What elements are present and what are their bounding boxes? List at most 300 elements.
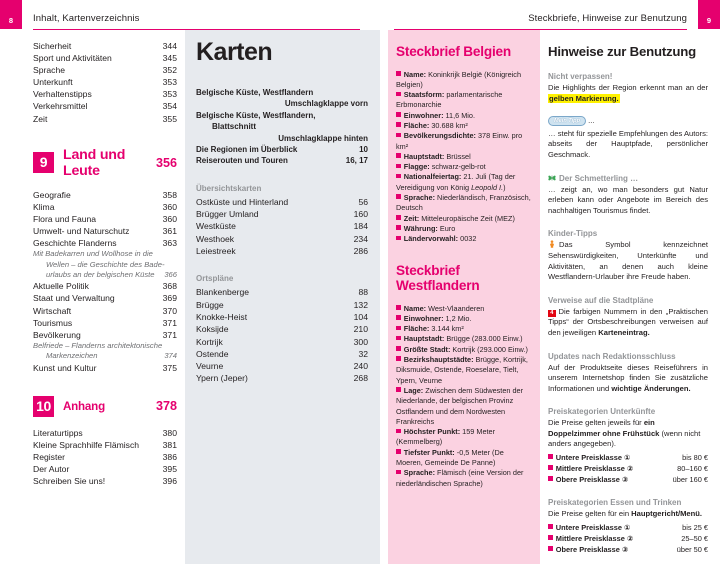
toc-entry-page: 374	[164, 351, 177, 361]
toc-entry-page: 355	[162, 113, 177, 124]
karten-item-page: 104	[353, 311, 368, 322]
steckbrief-item	[396, 314, 532, 324]
price-category-row	[548, 463, 708, 474]
toc-entry-title: Flora und Fauna	[33, 213, 97, 224]
steckbrief-westflandern-heading	[396, 263, 532, 294]
steckbrief-item	[396, 121, 532, 131]
toc-entry-page: 386	[162, 451, 177, 462]
intro-emphasis: ein Doppelzimmer ohne Frühstück	[548, 418, 660, 438]
running-head-left: Inhalt, Kartenverzeichnis	[33, 13, 140, 24]
toc-entry-page: 375	[162, 362, 177, 373]
steckbrief-belgien-heading: Steckbrief Belgien	[396, 44, 512, 59]
toc-feature-entry[interactable]	[33, 341, 177, 362]
toc-entry[interactable]	[33, 451, 177, 463]
toc-entry-page: 353	[162, 89, 177, 100]
price-category-value: über 160 €	[672, 475, 708, 485]
toc-entry[interactable]	[33, 40, 177, 52]
paragraph-emphasis: Karteneintrag.	[598, 327, 650, 337]
karten-sections	[196, 183, 368, 385]
toc-chapter-entries	[33, 189, 177, 374]
toc-italic-line	[33, 341, 177, 351]
karten-item-page: 32	[358, 348, 368, 359]
karten-item-page: 210	[353, 324, 368, 335]
karten-section-label: Ortspläne	[196, 274, 234, 284]
bullet-square-icon	[396, 346, 401, 351]
toc-italic-text: Mit Badekarren und Wollhose in die	[33, 249, 153, 259]
karten-item-page: 88	[358, 287, 368, 298]
steckbrief-item-label: Hauptstadt:	[403, 334, 445, 344]
steckbrief-item-value: Kortrijk (293.000 Einw.)	[450, 344, 528, 354]
price-category-value: über 50 €	[676, 544, 708, 554]
karten-item-page: 300	[353, 336, 368, 347]
toc-entry-page: 352	[162, 65, 177, 76]
karten-item-title: Brügger Umland	[196, 209, 259, 220]
bullet-square-icon	[396, 336, 401, 341]
karten-list-item[interactable]	[196, 220, 368, 232]
bullet-square-icon	[396, 174, 401, 179]
toc-entry[interactable]	[33, 52, 177, 64]
steckbrief-item	[396, 193, 532, 214]
hinweise-column	[548, 44, 708, 567]
toc-entry[interactable]	[33, 427, 177, 439]
hinweise-subhead-text: Der Schmetterling …	[559, 173, 639, 183]
toc-entry-page: 396	[162, 476, 177, 487]
hinweise-paragraph	[548, 185, 708, 217]
hinweise-paragraph	[548, 307, 708, 339]
folio-left: 8	[0, 0, 22, 29]
hinweise-subhead	[548, 173, 708, 184]
toc-entry-page: 353	[162, 77, 177, 88]
toc-italic-line	[33, 249, 177, 259]
price-category-label: Obere Preisklasse ③	[548, 544, 628, 555]
price-section-subhead: Preiskategorien Unterkünfte	[548, 407, 656, 417]
steckbrief-item	[396, 334, 532, 344]
steckbrief-item	[396, 152, 532, 162]
price-category-label: Untere Preisklasse ①	[548, 452, 630, 463]
karten-fold-entry[interactable]	[196, 87, 368, 110]
toc-italic-line	[33, 351, 177, 361]
karten-list-item[interactable]	[196, 348, 368, 360]
karten-row-page: 10	[359, 145, 368, 155]
steckbrief-item-label: Währung:	[403, 223, 438, 233]
karten-list-item[interactable]	[196, 299, 368, 311]
steckbrief-item	[396, 345, 532, 355]
steckbrief-item-label: Größte Stadt:	[403, 344, 451, 354]
karten-item-page: 56	[358, 196, 368, 207]
toc-entry-title: Geografie	[33, 189, 71, 200]
karten-item-page: 286	[353, 246, 368, 257]
steckbrief-item-value: 0032	[458, 234, 477, 244]
karten-list-item[interactable]	[196, 196, 368, 208]
steckbrief-item	[396, 90, 532, 111]
steckbrief-item	[396, 214, 532, 224]
paragraph-text: … steht für spezielle Empfehlungen des Autors: abseits der Hauptpfade, persönlicher Geschmack.	[548, 128, 708, 159]
hinweise-paragraph	[548, 83, 708, 104]
price-category-label: Mittlere Preisklasse ②	[548, 463, 633, 474]
folio-right: 9	[698, 0, 720, 29]
karten-item-title: Blankenberge	[196, 287, 250, 298]
karten-item-page: 234	[353, 233, 368, 244]
karten-section-label: Übersichtskarten	[196, 183, 262, 193]
toc-entry-page: 363	[162, 238, 177, 249]
running-head-right: Steckbriefe, Hinweise zur Benutzung	[528, 13, 687, 24]
toc-entry[interactable]	[33, 201, 177, 213]
steckbrief-item-value: Brüssel	[444, 151, 471, 161]
steckbrief-item-label: Flagge:	[403, 162, 430, 172]
karten-item-title: Kortrijk	[196, 336, 223, 347]
toc-entry-title: Kunst und Kultur	[33, 362, 97, 373]
toc-entry-page: 369	[162, 293, 177, 304]
toc-entry-title: Klima	[33, 201, 55, 212]
toc-entry[interactable]	[33, 463, 177, 475]
price-category-value: 25–50 €	[681, 533, 708, 543]
steckbrief-item-value: schwarz-gelb-rot	[429, 162, 486, 172]
steckbrief-item	[396, 427, 532, 448]
steckbrief-item-label: Bezirkshauptstädte:	[403, 355, 474, 365]
toc-entry-page: 371	[162, 317, 177, 328]
chapter-number-badge: 9	[33, 152, 54, 173]
steckbrief-item	[396, 131, 532, 152]
toc-entry[interactable]	[33, 189, 177, 201]
bullet-square-icon	[396, 225, 401, 230]
steckbrief-item-label: Tiefster Punkt:	[403, 447, 455, 457]
hinweise-block	[548, 228, 708, 282]
karten-fold-location: Umschlagklappe vorn	[284, 99, 368, 109]
karten-top-row[interactable]	[196, 155, 368, 166]
karten-section-list	[196, 286, 368, 384]
toc-entry-title: Aktuelle Politik	[33, 281, 89, 292]
steckbrief-item-label: Einwohner:	[403, 313, 444, 323]
steckbrief-item-value: 378 Einw. pro km²	[396, 131, 523, 151]
toc-entry-page: 354	[162, 101, 177, 112]
price-category-row	[548, 452, 708, 463]
toc-entry[interactable]	[33, 76, 177, 88]
toc-continued-list	[33, 40, 177, 125]
toc-entry[interactable]	[33, 292, 177, 304]
hinweise-block	[548, 351, 708, 395]
steckbrief-item-label: Name:	[403, 69, 427, 79]
toc-entry[interactable]	[33, 237, 177, 249]
steckbrief-item-value: Zwischen dem Südwesten der Niederlande, der belgischen Provinz Ostflandern und dem Nordwesten Frankreichs	[396, 385, 524, 426]
karten-list-item[interactable]	[196, 311, 368, 323]
hinweise-heading: Hinweise zur Benutzung	[548, 44, 696, 59]
karten-item-title: Westhoek	[196, 233, 235, 244]
bullet-square-icon	[396, 429, 401, 434]
toc-chapter-heading[interactable]	[33, 396, 177, 417]
karten-item-title: Veurne	[196, 361, 224, 372]
steckbrief-westflandern-list	[396, 304, 532, 489]
bullet-square-icon	[396, 470, 401, 475]
karten-list-item[interactable]	[196, 323, 368, 335]
bullet-square-icon	[396, 449, 401, 454]
karten-fold-title-cont: Blattschnitt	[212, 122, 256, 132]
chapter-page: 356	[155, 155, 177, 170]
bullet-square-icon	[396, 164, 401, 169]
paragraph-text: … zeigt an, wo man besonders gut Natur erleben kann oder Angebote im Bereich des nachhaltigen Tourismus findet.	[548, 184, 708, 215]
steckbrief-item-value: 3.144 km²	[429, 324, 464, 334]
hinweise-blocks	[548, 71, 708, 394]
paragraph-text: Die farbigen Nummern in den „Praktischen Tipps“ der Ortsbeschreibungen verweisen auf den jeweiligen	[548, 306, 708, 337]
karten-item-page: 184	[353, 221, 368, 232]
bullet-square-icon	[396, 194, 401, 199]
intro-text: Die Preise gelten jeweils für	[548, 418, 644, 428]
hinweise-paragraph	[548, 129, 708, 161]
yellow-highlight: gelben Markierung.	[549, 93, 619, 103]
toc-entry[interactable]	[33, 113, 177, 125]
karten-item-page: 160	[353, 209, 368, 220]
steckbrief-item-value: West-Vlaanderen	[426, 303, 485, 313]
toc-entry-title: Zeit	[33, 113, 48, 124]
karten-row-page: 16, 17	[345, 156, 368, 166]
karten-list-item[interactable]	[196, 286, 368, 298]
toc-entry-title: Kleine Sprachhilfe Flämisch	[33, 439, 140, 450]
steckbrief-item	[396, 468, 532, 489]
steckbrief-item-value: 11,6 Mio.	[443, 110, 476, 120]
karten-list-item[interactable]	[196, 245, 368, 257]
steckbrief-item-emphasis: Leopold I.	[471, 182, 504, 192]
toc-feature-entry[interactable]	[33, 249, 177, 280]
chapter-page: 378	[155, 399, 177, 414]
karten-item-title: Westküste	[196, 221, 236, 232]
karten-item-page: 268	[353, 373, 368, 384]
toc-entry-page: 380	[162, 427, 177, 438]
steckbrief-item	[396, 172, 532, 193]
toc-chapter-heading[interactable]	[33, 147, 177, 179]
steckbrief-item	[396, 111, 532, 121]
toc-italic-text: Belfriede – Flanderns architektonische	[33, 340, 163, 350]
karten-list-item[interactable]	[196, 208, 368, 220]
toc-entry-page: 370	[162, 305, 177, 316]
toc-entry-title: Tourismus	[33, 317, 73, 328]
toc-entry-title: Literaturtipps	[33, 427, 83, 438]
steckbrief-item-label: Lage:	[403, 385, 424, 395]
toc-entry[interactable]	[33, 64, 177, 76]
mein-tipp-line	[548, 116, 708, 127]
toc-entry-title: Register	[33, 451, 65, 462]
bullet-square-icon	[396, 315, 401, 320]
toc-entry-title: Sport und Aktivitäten	[33, 53, 112, 64]
bullet-square-icon	[396, 326, 401, 331]
bullet-square-icon	[396, 133, 401, 138]
bullet-square-icon	[396, 112, 401, 117]
bullet-square-icon	[396, 356, 401, 361]
hinweise-paragraph	[548, 363, 708, 395]
bullet-square-icon	[548, 476, 553, 481]
steckbrief-item-label: Einwohner:	[403, 110, 444, 120]
steckbrief-item-label: Höchster Punkt:	[403, 427, 461, 437]
bullet-square-icon	[548, 524, 553, 529]
child-icon	[548, 240, 556, 248]
toc-italic-line	[33, 260, 177, 270]
steckbrief-item-value: Flämisch (eine Version der niederländischen Sprache)	[396, 468, 524, 488]
toc-entry-page: 381	[162, 439, 177, 450]
chapter-title: Land und Leute	[63, 146, 126, 179]
toc-entry[interactable]	[33, 317, 177, 329]
steckbrief-column	[396, 44, 532, 489]
karten-item-page: 240	[353, 361, 368, 372]
steckbrief-item-value: 21. Juli (Tag der Vereidigung von König	[396, 172, 516, 192]
butterfly-icon	[548, 174, 556, 182]
intro-text: Die Preise gelten für ein	[548, 509, 632, 519]
steckbrief-item	[396, 224, 532, 234]
steckbrief-item-label: Nationalfeiertag:	[403, 172, 462, 182]
hinweise-block	[548, 116, 708, 160]
karten-item-title: Ostküste und Hinterland	[196, 196, 289, 207]
bullet-square-icon	[548, 535, 553, 540]
toc-entry-title: Umwelt- und Naturschutz	[33, 225, 130, 236]
toc-entry[interactable]	[33, 88, 177, 100]
bullet-square-icon	[396, 122, 401, 127]
bullet-square-icon	[396, 236, 401, 241]
bullet-square-icon	[396, 153, 401, 158]
karten-row-title: Reiserouten und Touren	[196, 156, 288, 166]
karten-row-title: Die Regionen im Überblick	[196, 145, 298, 155]
karten-list-item[interactable]	[196, 372, 368, 384]
steckbrief-item-value: Brügge (283.000 Einw.)	[444, 334, 523, 344]
heading-line-1: Steckbrief	[396, 262, 460, 278]
karten-list-item[interactable]	[196, 233, 368, 245]
toc-entry-page: 395	[162, 464, 177, 474]
toc-entry-page: 358	[162, 189, 177, 200]
mein-tipp-badge-icon: Mein Tipp	[548, 116, 586, 126]
karten-item-title: Brügge	[196, 299, 224, 310]
price-category-value: bis 25 €	[682, 522, 708, 532]
toc-entry-page: 366	[164, 269, 177, 279]
price-categories-accommodation	[548, 406, 708, 485]
karten-section-list	[196, 196, 368, 257]
karten-list-item[interactable]	[196, 360, 368, 372]
toc-entry[interactable]	[33, 280, 177, 292]
karten-column	[196, 40, 368, 385]
steckbrief-item	[396, 386, 532, 427]
steckbrief-item	[396, 304, 532, 314]
toc-chapter-list	[33, 147, 177, 488]
toc-entry-title: Der Autor	[33, 464, 70, 474]
price-section-intro	[548, 418, 708, 450]
bullet-square-icon	[548, 454, 553, 459]
toc-entry[interactable]	[33, 100, 177, 112]
toc-entry[interactable]	[33, 305, 177, 317]
toc-entry-title: Verhaltenstipps	[33, 89, 92, 100]
paragraph-emphasis: wichtige Änderungen.	[611, 383, 691, 393]
bullet-square-icon	[396, 305, 401, 310]
toc-entry[interactable]	[33, 225, 177, 237]
karten-top-row[interactable]	[196, 144, 368, 155]
price-category-label: Mittlere Preisklasse ②	[548, 533, 633, 544]
paragraph-text: Das Symbol kennzeichnet Sehenswürdigkeiten, Unterkünfte und Aktivitäten, an denen auch kleine Westflandern-Urlauber ihre Freude haben.	[548, 240, 708, 282]
price-section-intro	[548, 509, 708, 520]
toc-italic-text: Wellen – die Geschichte des Bade-	[46, 259, 165, 269]
price-category-label: Untere Preisklasse ①	[548, 522, 630, 533]
steckbrief-item-label: Staatsform:	[403, 90, 445, 100]
steckbrief-item-value: Koninkrijk België (Königreich Belgien)	[396, 69, 521, 89]
table-of-contents	[33, 40, 177, 487]
toc-entry-page: 360	[162, 213, 177, 224]
steckbrief-item	[396, 355, 532, 386]
toc-entry-page: 345	[162, 53, 177, 64]
toc-entry-page: 344	[162, 41, 177, 51]
hinweise-block	[548, 295, 708, 339]
karten-fold-title: Belgische Küste, Westflandern	[196, 88, 314, 97]
steckbrief-item-label: Bevölkerungsdichte:	[403, 131, 476, 141]
toc-entry[interactable]	[33, 329, 177, 341]
karten-item-title: Ypern (Jeper)	[196, 373, 248, 384]
price-category-value: bis 80 €	[682, 453, 708, 463]
steckbrief-belgien-list	[396, 70, 532, 245]
bullet-square-icon	[396, 71, 401, 76]
toc-entry-page: 371	[162, 329, 177, 340]
hinweise-subhead: Nicht verpassen!	[548, 72, 613, 81]
toc-italic-text: urlaubs an der belgischen Küste	[46, 269, 155, 279]
karten-fold-location: Umschlagklappe hinten	[278, 133, 368, 143]
steckbrief-item-value: 30.688 km²	[429, 120, 468, 130]
hinweise-block	[548, 71, 708, 104]
steckbrief-item	[396, 162, 532, 172]
steckbrief-item-value: Mitteleuropäische Zeit (MEZ)	[419, 213, 515, 223]
toc-italic-line	[33, 270, 177, 280]
steckbrief-item	[396, 234, 532, 244]
hinweise-price-categories	[548, 406, 708, 554]
intro-text-after: (wenn nicht anders angegeben).	[548, 428, 701, 449]
price-category-label: Obere Preisklasse ③	[548, 474, 628, 485]
toc-entry-title: Unterkunft	[33, 77, 73, 88]
steckbrief-item-label: Hauptstadt:	[403, 151, 445, 161]
steckbrief-item-value: -0,5 Meter (De Moeren, Gemeinde De Panne)	[396, 447, 504, 467]
karten-fold-entry[interactable]	[196, 110, 368, 144]
hinweise-subhead: Kinder-Tipps	[548, 229, 598, 239]
panel-gutter	[380, 30, 388, 564]
price-category-value: 80–160 €	[677, 464, 708, 474]
toc-entry[interactable]	[33, 362, 177, 374]
steckbrief-item-value: 159 Meter (Kemmelberg)	[396, 427, 496, 447]
steckbrief-item-label: Ländervorwahl:	[403, 234, 459, 244]
toc-entry-page: 368	[162, 281, 177, 292]
toc-italic-text: Markenzeichen	[46, 351, 98, 361]
hinweise-block	[548, 173, 708, 217]
hinweise-subhead: Verweise auf die Stadtpläne	[548, 295, 654, 305]
hinweise-subhead: Updates nach Redaktionsschluss	[548, 351, 676, 361]
map-number-badge-icon: 4	[548, 310, 556, 318]
steckbrief-item-value: Brügge, Kortrijk, Diksmuide, Ostende, Roeselare, Tielt, Ypern, Veurne	[396, 355, 528, 385]
steckbrief-item-label: Name:	[403, 303, 427, 313]
karten-list-item[interactable]	[196, 336, 368, 348]
toc-entry-page: 360	[162, 201, 177, 212]
karten-item-title: Koksijde	[196, 324, 229, 335]
toc-entry-title: Sprache	[33, 65, 66, 76]
price-category-row	[548, 533, 708, 544]
toc-entry[interactable]	[33, 475, 177, 487]
steckbrief-item-value: Niederländisch, Französisch, Deutsch	[396, 193, 531, 213]
toc-entry-title: Sicherheit	[33, 41, 72, 51]
price-category-row	[548, 544, 708, 555]
bullet-square-icon	[396, 387, 401, 392]
toc-entry-title: Verkehrsmittel	[33, 101, 88, 112]
steckbrief-item-label: Sprache:	[403, 468, 436, 478]
toc-entry-title: Schreiben Sie uns!	[33, 476, 106, 487]
steckbrief-item-value: Euro	[437, 223, 456, 233]
bullet-square-icon	[396, 92, 401, 97]
toc-entry[interactable]	[33, 439, 177, 451]
bullet-square-icon	[548, 546, 553, 551]
paragraph-text: Die Highlights der Region erkennt man an der	[548, 83, 708, 92]
steckbrief-item-label: Fläche:	[403, 120, 430, 130]
price-categories-food	[548, 497, 708, 555]
toc-entry[interactable]	[33, 213, 177, 225]
hinweise-paragraph	[548, 240, 708, 282]
karten-item-page: 132	[353, 299, 368, 310]
bullet-square-icon	[396, 215, 401, 220]
toc-chapter-entries	[33, 427, 177, 487]
